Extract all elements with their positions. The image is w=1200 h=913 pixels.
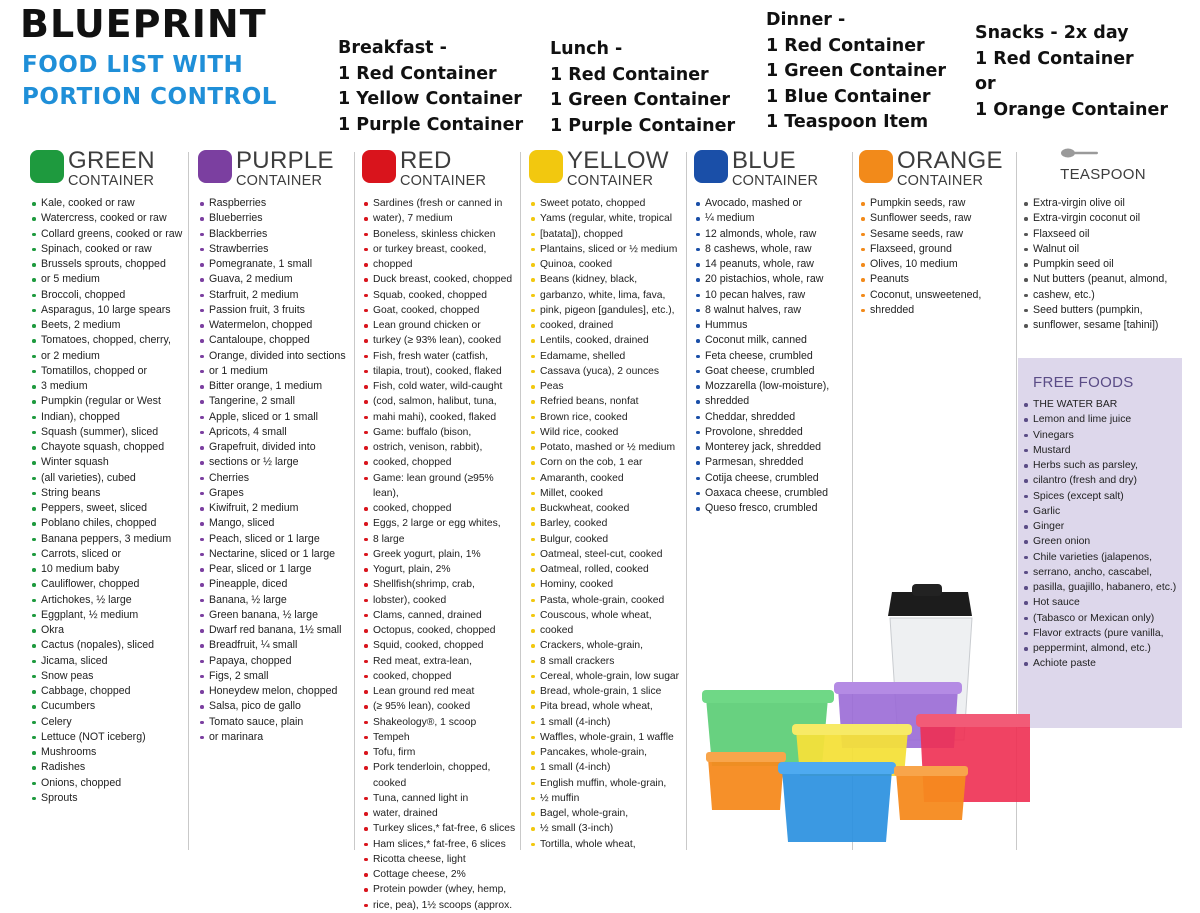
- food-item: Cauliflower, chopped: [30, 577, 188, 592]
- column-subtitle: CONTAINER: [400, 173, 487, 189]
- meal-breakfast: [338, 36, 523, 138]
- column-red: [362, 148, 520, 913]
- column-title: GREEN: [68, 147, 155, 174]
- free-foods-list: [1018, 397, 1182, 672]
- brand-logo: BLUEPRINT: [20, 2, 267, 46]
- column-divider: [686, 152, 687, 850]
- food-item: Eggplant, ½ medium: [30, 608, 188, 623]
- food-item: Grapes: [198, 486, 354, 501]
- food-item: Greek yogurt, plain, 1%: [362, 547, 520, 562]
- food-item: Apricots, 4 small: [198, 425, 354, 440]
- food-item: 8 large: [362, 532, 520, 547]
- column-orange: [859, 148, 1016, 318]
- food-item: Jicama, sliced: [30, 654, 188, 669]
- food-item: 10 pecan halves, raw: [694, 288, 852, 303]
- food-item: Chayote squash, chopped: [30, 440, 188, 455]
- food-item: cooked, drained: [529, 318, 686, 333]
- meal-line: 1 Blue Container: [766, 86, 931, 107]
- free-foods-title: FREE FOODS: [1033, 374, 1134, 391]
- food-item: ½ small (3-inch): [529, 821, 686, 836]
- food-item: Turkey slices,* fat-free, 6 slices: [362, 821, 520, 836]
- food-item: mahi mahi), cooked, flaked: [362, 410, 520, 425]
- food-item: tilapia, trout), cooked, flaked: [362, 364, 520, 379]
- food-item: or 2 medium: [30, 349, 188, 364]
- meal-line: 1 Red Container: [550, 64, 709, 85]
- food-item: Grapefruit, divided into: [198, 440, 354, 455]
- food-item: Millet, cooked: [529, 486, 686, 501]
- free-food-item: peppermint, almond, etc.): [1022, 641, 1182, 656]
- food-item: shredded: [694, 394, 852, 409]
- food-item: water, drained: [362, 806, 520, 821]
- free-food-item: Flavor extracts (pure vanilla,: [1022, 626, 1182, 641]
- food-item: pink, pigeon [gandules], etc.),: [529, 303, 686, 318]
- teaspoon-item: Seed butters (pumpkin,: [1022, 303, 1184, 318]
- food-item: Tomatillos, chopped or: [30, 364, 188, 379]
- food-item: (≥ 95% lean), cooked: [362, 699, 520, 714]
- meal-title: Lunch -: [550, 39, 623, 59]
- column-blue: [694, 148, 852, 516]
- food-item: Sprouts: [30, 791, 188, 806]
- teaspoon-icon: [1060, 146, 1100, 160]
- food-item: Bread, whole-grain, 1 slice: [529, 684, 686, 699]
- food-item: Shakeology®, 1 scoop: [362, 715, 520, 730]
- yellow-container-swatch: [529, 150, 563, 183]
- food-item: Potato, mashed or ½ medium: [529, 440, 686, 455]
- food-item: Waffles, whole-grain, 1 waffle: [529, 730, 686, 745]
- food-item: Snow peas: [30, 669, 188, 684]
- food-item: Guava, 2 medium: [198, 272, 354, 287]
- meal-line: 1 Teaspoon Item: [766, 112, 929, 132]
- free-food-item: Achiote paste: [1022, 656, 1182, 671]
- column-header: [694, 148, 852, 196]
- food-item: Octopus, cooked, chopped: [362, 623, 520, 638]
- food-item: Duck breast, cooked, chopped: [362, 272, 520, 287]
- teaspoon-item: cashew, etc.): [1022, 288, 1184, 303]
- food-item: 12 almonds, whole, raw: [694, 227, 852, 242]
- food-item: Collard greens, cooked or raw: [30, 227, 188, 242]
- food-item: Game: lean ground (≥95% lean),: [362, 471, 520, 502]
- food-item: Bulgur, cooked: [529, 532, 686, 547]
- food-item: Pita bread, whole wheat,: [529, 699, 686, 714]
- food-item: Quinoa, cooked: [529, 257, 686, 272]
- food-item: Oatmeal, steel-cut, cooked: [529, 547, 686, 562]
- food-item: Cantaloupe, chopped: [198, 333, 354, 348]
- food-item: Kiwifruit, 2 medium: [198, 501, 354, 516]
- food-item: Squab, cooked, chopped: [362, 288, 520, 303]
- food-item: Peas: [529, 379, 686, 394]
- food-item: Winter squash: [30, 455, 188, 470]
- column-divider: [188, 152, 189, 850]
- free-food-item: (Tabasco or Mexican only): [1022, 611, 1182, 626]
- food-item: sections or ½ large: [198, 455, 354, 470]
- yellow-food-list: [529, 196, 686, 852]
- food-item: ostrich, venison, rabbit),: [362, 440, 520, 455]
- food-item: Sesame seeds, raw: [859, 227, 1016, 242]
- food-item: Parmesan, shredded: [694, 455, 852, 470]
- column-title: YELLOW: [567, 147, 669, 174]
- food-item: Tuna, canned light in: [362, 791, 520, 806]
- food-item: Coconut milk, canned: [694, 333, 852, 348]
- teaspoon-item: Extra-virgin coconut oil: [1022, 211, 1184, 226]
- column-subtitle: CONTAINER: [897, 173, 984, 189]
- food-item: Asparagus, 10 large spears: [30, 303, 188, 318]
- food-item: Blueberries: [198, 211, 354, 226]
- meal-line: 1 Red Container: [766, 35, 925, 56]
- food-item: Mango, sliced: [198, 516, 354, 531]
- free-food-item: pasilla, guajillo, habanero, etc.): [1022, 580, 1182, 595]
- food-item: Cotija cheese, crumbled: [694, 471, 852, 486]
- green-food-list: [30, 196, 188, 806]
- food-item: Cabbage, chopped: [30, 684, 188, 699]
- food-item: Red meat, extra-lean,: [362, 654, 520, 669]
- food-item: Peanuts: [859, 272, 1016, 287]
- meal-title: Dinner -: [766, 10, 846, 30]
- meal-line: 1 Green Container: [766, 61, 947, 81]
- food-item: Beets, 2 medium: [30, 318, 188, 333]
- column-header: [198, 148, 354, 196]
- column-header: [362, 148, 520, 196]
- food-item: Celery: [30, 715, 188, 730]
- food-item: Queso fresco, crumbled: [694, 501, 852, 516]
- column-teaspoon: [1022, 148, 1184, 333]
- free-food-item: Lemon and lime juice: [1022, 412, 1182, 427]
- food-item: Honeydew melon, chopped: [198, 684, 354, 699]
- food-item: Refried beans, nonfat: [529, 394, 686, 409]
- food-item: Hummus: [694, 318, 852, 333]
- column-title: BLUE: [732, 147, 796, 174]
- teaspoon-title: TEASPOON: [1060, 166, 1146, 183]
- food-item: Strawberries: [198, 242, 354, 257]
- food-item: Carrots, sliced or: [30, 547, 188, 562]
- food-item: Sweet potato, chopped: [529, 196, 686, 211]
- food-item: shredded: [859, 303, 1016, 318]
- meal-line: 1 Orange Container: [975, 99, 1168, 120]
- food-item: Yams (regular, white, tropical: [529, 211, 686, 226]
- teaspoon-item: sunflower, sesame [tahini]): [1022, 318, 1184, 333]
- food-item: Peach, sliced or 1 large: [198, 532, 354, 547]
- food-item: Goat, cooked, chopped: [362, 303, 520, 318]
- food-item: Wild rice, cooked: [529, 425, 686, 440]
- food-item: Indian), chopped: [30, 410, 188, 425]
- teaspoon-item: Flaxseed oil: [1022, 227, 1184, 242]
- blue-food-list: [694, 196, 852, 516]
- food-item: Pear, sliced or 1 large: [198, 562, 354, 577]
- food-item: Radishes: [30, 760, 188, 775]
- column-title: RED: [400, 147, 452, 174]
- food-item: Cheddar, shredded: [694, 410, 852, 425]
- food-item: Lean ground red meat: [362, 684, 520, 699]
- food-item: Peppers, sweet, sliced: [30, 501, 188, 516]
- food-item: Cucumbers: [30, 699, 188, 714]
- food-item: Sardines (fresh or canned in: [362, 196, 520, 211]
- food-item: Pasta, whole-grain, cooked: [529, 593, 686, 608]
- teaspoon-item: Walnut oil: [1022, 242, 1184, 257]
- food-item: (all varieties), cubed: [30, 471, 188, 486]
- food-item: Mushrooms: [30, 745, 188, 760]
- food-item: Onions, chopped: [30, 776, 188, 791]
- food-item: Blackberries: [198, 227, 354, 242]
- meal-line: 1 Purple Container: [550, 115, 736, 136]
- food-item: Pomegranate, 1 small: [198, 257, 354, 272]
- food-item: Cherries: [198, 471, 354, 486]
- food-item: Protein powder (whey, hemp,: [362, 882, 520, 897]
- meal-line: 1 Purple Container: [338, 114, 524, 135]
- column-yellow: [529, 148, 686, 852]
- orange-container-swatch: [859, 150, 893, 183]
- food-item: Squash (summer), sliced: [30, 425, 188, 440]
- food-item: Salsa, pico de gallo: [198, 699, 354, 714]
- food-item: Flaxseed, ground: [859, 242, 1016, 257]
- food-item: Pancakes, whole-grain,: [529, 745, 686, 760]
- food-item: Apple, sliced or 1 small: [198, 410, 354, 425]
- free-food-item: Ginger: [1022, 519, 1182, 534]
- food-item: Brussels sprouts, chopped: [30, 257, 188, 272]
- blue-container-swatch: [694, 150, 728, 183]
- food-item: Pineapple, diced: [198, 577, 354, 592]
- meal-dinner: [766, 8, 946, 136]
- food-item: Banana peppers, 3 medium: [30, 532, 188, 547]
- food-item: 20 pistachios, whole, raw: [694, 272, 852, 287]
- food-item: Lean ground chicken or: [362, 318, 520, 333]
- food-item: Brown rice, cooked: [529, 410, 686, 425]
- food-item: Tortilla, whole wheat,: [529, 837, 686, 852]
- food-item: 8 cashews, whole, raw: [694, 242, 852, 257]
- teaspoon-list: [1022, 196, 1184, 333]
- food-item: Figs, 2 small: [198, 669, 354, 684]
- food-item: Spinach, cooked or raw: [30, 242, 188, 257]
- food-item: Cottage cheese, 2%: [362, 867, 520, 882]
- food-item: Sunflower seeds, raw: [859, 211, 1016, 226]
- purple-food-list: [198, 196, 354, 745]
- food-item: Tofu, firm: [362, 745, 520, 760]
- food-item: Shellfish(shrimp, crab,: [362, 577, 520, 592]
- food-item: Oatmeal, rolled, cooked: [529, 562, 686, 577]
- food-item: Yogurt, plain, 2%: [362, 562, 520, 577]
- food-item: Fish, fresh water (catfish,: [362, 349, 520, 364]
- food-item: Coconut, unsweetened,: [859, 288, 1016, 303]
- meal-line: 1 Green Container: [550, 90, 731, 110]
- food-item: lobster), cooked: [362, 593, 520, 608]
- food-item: Cereal, whole-grain, low sugar: [529, 669, 686, 684]
- green-container-swatch: [30, 150, 64, 183]
- free-food-item: Vinegars: [1022, 428, 1182, 443]
- food-item: Hominy, cooked: [529, 577, 686, 592]
- food-item: Tomatoes, chopped, cherry,: [30, 333, 188, 348]
- meal-line: 1 Red Container: [975, 48, 1134, 69]
- free-food-item: Spices (except salt): [1022, 489, 1182, 504]
- food-item: Provolone, shredded: [694, 425, 852, 440]
- food-item: 14 peanuts, whole, raw: [694, 257, 852, 272]
- column-subtitle: CONTAINER: [567, 173, 654, 189]
- meal-line: 1 Yellow Container: [338, 89, 522, 109]
- meal-snacks: [975, 21, 1168, 123]
- column-purple: [198, 148, 354, 745]
- subtitle-line-2: PORTION CONTROL: [22, 84, 277, 110]
- free-food-item: Green onion: [1022, 534, 1182, 549]
- food-item: Ham slices,* fat-free, 6 slices: [362, 837, 520, 852]
- portion-containers-image: [700, 580, 1030, 845]
- free-food-item: Chile varieties (jalapenos,: [1022, 550, 1182, 565]
- free-food-item: Herbs such as parsley,: [1022, 458, 1182, 473]
- food-item: Plantains, sliced or ½ medium: [529, 242, 686, 257]
- teaspoon-item: Nut butters (peanut, almond,: [1022, 272, 1184, 287]
- food-item: Eggs, 2 large or egg whites,: [362, 516, 520, 531]
- food-item: or turkey breast, cooked,: [362, 242, 520, 257]
- food-item: Watercress, cooked or raw: [30, 211, 188, 226]
- food-item: Monterey jack, shredded: [694, 440, 852, 455]
- column-title: PURPLE: [236, 147, 334, 174]
- food-item: 1 small (4-inch): [529, 715, 686, 730]
- food-item: Couscous, whole wheat,: [529, 608, 686, 623]
- food-item: Lettuce (NOT iceberg): [30, 730, 188, 745]
- food-item: Amaranth, cooked: [529, 471, 686, 486]
- food-item: 8 walnut halves, raw: [694, 303, 852, 318]
- food-item: Artichokes, ½ large: [30, 593, 188, 608]
- column-subtitle: CONTAINER: [732, 173, 819, 189]
- food-item: or marinara: [198, 730, 354, 745]
- food-item: Goat cheese, crumbled: [694, 364, 852, 379]
- food-item: Lentils, cooked, drained: [529, 333, 686, 348]
- food-item: Passion fruit, 3 fruits: [198, 303, 354, 318]
- food-item: cooked: [529, 623, 686, 638]
- food-item: turkey (≥ 93% lean), cooked: [362, 333, 520, 348]
- column-divider: [520, 152, 521, 850]
- food-item: Bitter orange, 1 medium: [198, 379, 354, 394]
- food-item: Crackers, whole-grain,: [529, 638, 686, 653]
- food-item: Fish, cold water, wild-caught: [362, 379, 520, 394]
- food-item: Cassava (yuca), 2 ounces: [529, 364, 686, 379]
- meal-lunch: [550, 37, 735, 139]
- column-title: ORANGE: [897, 147, 1003, 174]
- column-subtitle: CONTAINER: [236, 173, 323, 189]
- food-item: Poblano chiles, chopped: [30, 516, 188, 531]
- food-item: Green banana, ½ large: [198, 608, 354, 623]
- food-item: (cod, salmon, halibut, tuna,: [362, 394, 520, 409]
- food-item: Bagel, whole-grain,: [529, 806, 686, 821]
- teaspoon-item: Pumpkin seed oil: [1022, 257, 1184, 272]
- food-item: 3 medium: [30, 379, 188, 394]
- food-item: or 5 medium: [30, 272, 188, 287]
- column-header: [859, 148, 1016, 196]
- food-item: Edamame, shelled: [529, 349, 686, 364]
- orange-food-list: [859, 196, 1016, 318]
- food-item: Pumpkin seeds, raw: [859, 196, 1016, 211]
- food-item: Broccoli, chopped: [30, 288, 188, 303]
- purple-container-swatch: [198, 150, 232, 183]
- food-item: cooked, chopped: [362, 669, 520, 684]
- food-item: Raspberries: [198, 196, 354, 211]
- food-item: chopped: [362, 257, 520, 272]
- food-item: Beans (kidney, black,: [529, 272, 686, 287]
- food-item: 10 medium baby: [30, 562, 188, 577]
- meal-line: 1 Red Container: [338, 63, 497, 84]
- food-item: Squid, cooked, chopped: [362, 638, 520, 653]
- food-item: ½ muffin: [529, 791, 686, 806]
- food-item: ¼ medium: [694, 211, 852, 226]
- food-item: or 1 medium: [198, 364, 354, 379]
- free-food-item: serrano, ancho, cascabel,: [1022, 565, 1182, 580]
- food-item: Feta cheese, crumbled: [694, 349, 852, 364]
- food-item: Nectarine, sliced or 1 large: [198, 547, 354, 562]
- food-item: Tangerine, 2 small: [198, 394, 354, 409]
- free-food-item: Mustard: [1022, 443, 1182, 458]
- free-food-item: Hot sauce: [1022, 595, 1182, 610]
- food-item: Watermelon, chopped: [198, 318, 354, 333]
- column-divider: [354, 152, 355, 850]
- food-item: Corn on the cob, 1 ear: [529, 455, 686, 470]
- food-item: [batata]), chopped: [529, 227, 686, 242]
- column-header: [30, 148, 188, 196]
- subtitle-line-1: FOOD LIST WITH: [22, 52, 244, 78]
- food-item: Starfruit, 2 medium: [198, 288, 354, 303]
- food-item: Tomato sauce, plain: [198, 715, 354, 730]
- food-item: rice, pea), 1½ scoops (approx.: [362, 898, 520, 913]
- food-item: Buckwheat, cooked: [529, 501, 686, 516]
- free-food-item: cilantro (fresh and dry): [1022, 473, 1182, 488]
- food-item: Banana, ½ large: [198, 593, 354, 608]
- food-item: Game: buffalo (bison,: [362, 425, 520, 440]
- food-item: Kale, cooked or raw: [30, 196, 188, 211]
- food-item: Orange, divided into sections: [198, 349, 354, 364]
- meal-line: or: [975, 74, 996, 94]
- food-item: Pumpkin (regular or West: [30, 394, 188, 409]
- column-green: [30, 148, 188, 806]
- food-item: Barley, cooked: [529, 516, 686, 531]
- meal-title: Snacks - 2x day: [975, 23, 1129, 43]
- red-food-list: [362, 196, 520, 913]
- food-item: Dwarf red banana, 1½ small: [198, 623, 354, 638]
- food-item: Tempeh: [362, 730, 520, 745]
- column-subtitle: CONTAINER: [68, 173, 155, 189]
- food-item: Mozzarella (low-moisture),: [694, 379, 852, 394]
- food-item: Papaya, chopped: [198, 654, 354, 669]
- food-item: Pork tenderloin, chopped, cooked: [362, 760, 520, 791]
- food-item: Breadfruit, ¼ small: [198, 638, 354, 653]
- column-header: [529, 148, 686, 196]
- food-item: Oaxaca cheese, crumbled: [694, 486, 852, 501]
- teaspoon-item: Extra-virgin olive oil: [1022, 196, 1184, 211]
- food-item: Boneless, skinless chicken: [362, 227, 520, 242]
- food-item: cooked, chopped: [362, 501, 520, 516]
- food-item: Cactus (nopales), sliced: [30, 638, 188, 653]
- food-item: Olives, 10 medium: [859, 257, 1016, 272]
- food-item: Clams, canned, drained: [362, 608, 520, 623]
- free-foods-panel: [1018, 358, 1182, 728]
- free-food-item: Garlic: [1022, 504, 1182, 519]
- food-item: garbanzo, white, lima, fava,: [529, 288, 686, 303]
- free-food-item: THE WATER BAR: [1022, 397, 1182, 412]
- red-container-swatch: [362, 150, 396, 183]
- food-item: Ricotta cheese, light: [362, 852, 520, 867]
- food-item: Okra: [30, 623, 188, 638]
- food-item: cooked, chopped: [362, 455, 520, 470]
- food-item: English muffin, whole-grain,: [529, 776, 686, 791]
- food-item: Avocado, mashed or: [694, 196, 852, 211]
- food-item: water), 7 medium: [362, 211, 520, 226]
- meal-title: Breakfast -: [338, 38, 447, 58]
- food-item: 8 small crackers: [529, 654, 686, 669]
- food-item: String beans: [30, 486, 188, 501]
- food-item: 1 small (4-inch): [529, 760, 686, 775]
